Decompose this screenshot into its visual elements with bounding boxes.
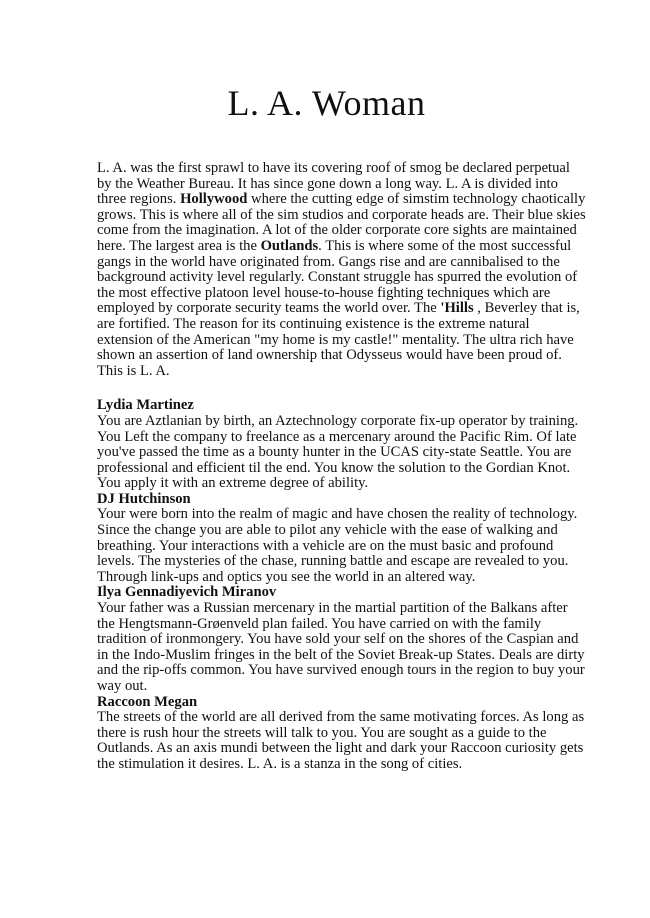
intro-text-2: where the cutting edge of simstim technology chaotically grows. This is where all of the sim studios and corporate heads are. Their blue skies come from the imagination. A lot of the older corporate core sights are maintained here. The largest area is the	[97, 191, 586, 254]
character-entry-ilya	[97, 585, 586, 694]
character-bio: You are Aztlanian by birth, an Aztechnology corporate fix-up operator by training. You Left the company to freelance as a mercenary around the Pacific Rim. Of late you've passed the time as a bounty hunter in the UCAS city-state Seattle. You are professional and efficient til the end. You know the solution to the Gordian Knot. You apply it with an extreme degree of ability.	[97, 412, 579, 492]
character-name: Lydia Martinez	[97, 397, 194, 414]
intro-text-4: , Beverley that is, are fortified. The reason for its continuing existence is the extreme natural extension of the American "my home is my castle!" mentality. The ultra rich have shown an assertion of land ownership that Odysseus would have been proud of. This is L. A.	[97, 300, 580, 379]
character-entry-lydia	[97, 398, 586, 492]
character-entry-dj	[97, 492, 586, 586]
page-title: L. A. Woman	[227, 83, 426, 123]
character-bio: Your were born into the realm of magic and have chosen the reality of technology. Since the change you are able to pilot any vehicle with the ease of walking and breathing. Your interactions with a vehicle are on the must basic and profound levels. The mysteries of the chase, running battle and escape are revealed to you. Through link-ups and optics you see the world in an altered way.	[97, 506, 578, 585]
character-bio: Your father was a Russian mercenary in the martial partition of the Balkans after the Hengtsmann-Grøenveld plan failed. You have carried on with the family tradition of ironmongery. You have sold your self on the shores of the Caspian and in the Indo-Muslim fringes in the belt of the Soviet Break-up States. Deals are dirty and the rip-offs common. You have survived enough tours in the region to buy your way out.	[97, 600, 585, 694]
hollywood-term: Hollywood	[180, 191, 248, 208]
intro-text-1: L. A. was the first sprawl to have its covering roof of smog be declared perpetual by the Weather Bureau. It has since gone down a long way. L. A is divided into three regions.	[97, 160, 570, 208]
character-name: Raccoon Megan	[97, 693, 198, 710]
outlands-term: Outlands	[260, 237, 319, 254]
intro-paragraph	[97, 161, 586, 379]
character-name: DJ Hutchinson	[97, 490, 191, 507]
character-bio: The streets of the world are all derived from the same motivating forces. As long as there is rush hour the streets will talk to you. You are sought as a guide to the Outlands. As an axis mundi between the light and dark your Raccoon curiosity gets the stimulation it desires. L. A. is a stanza in the song of cities.	[97, 709, 585, 772]
intro-text-3: . This is where some of the most successful gangs in the world have originated from. Gangs rise and are cannibalised to the background activity level regularly. Constant struggle has spurred the evolution of the most effective platoon level house-to-house fighting techniques which are employed by corporate security teams the world over. The	[97, 237, 578, 317]
hills-term: 'Hills	[440, 300, 474, 317]
character-entry-raccoon	[97, 695, 586, 773]
character-name: Ilya Gennadiyevich Miranov	[97, 584, 277, 601]
